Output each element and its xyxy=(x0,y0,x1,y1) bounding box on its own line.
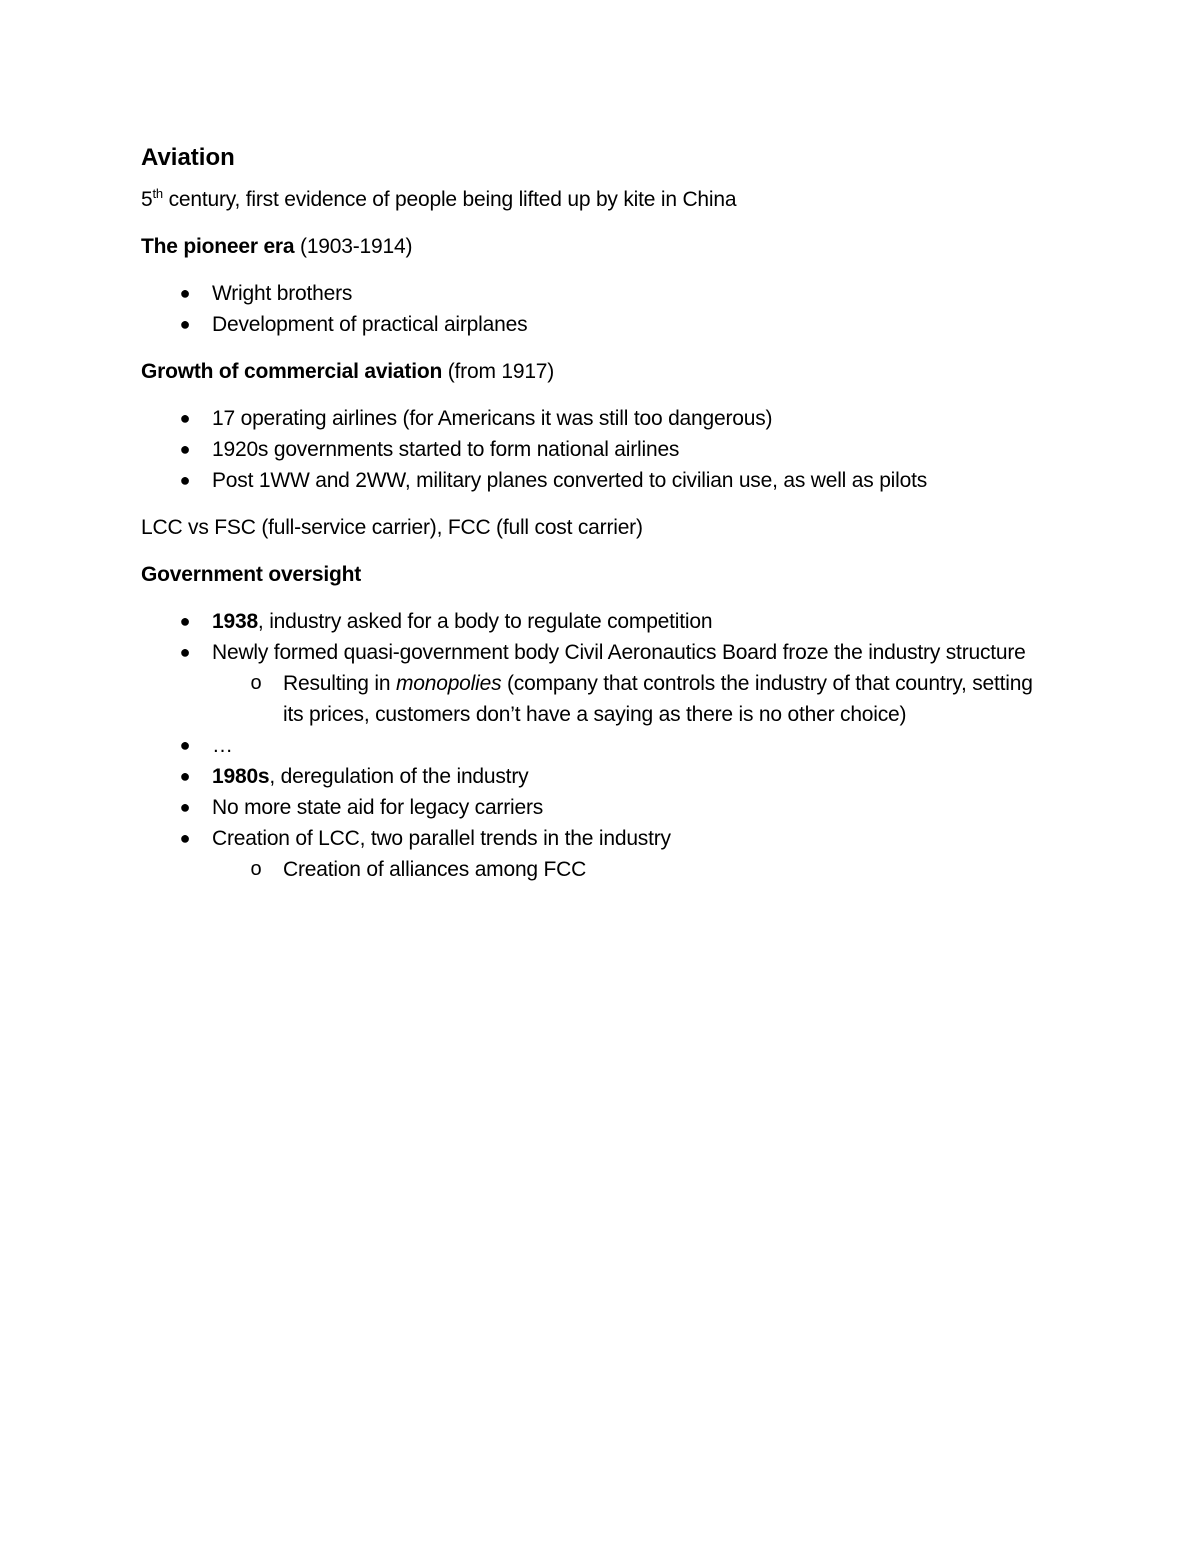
bullet-marker: ● xyxy=(179,766,191,786)
lcc-paragraph: LCC vs FSC (full-service carrier), FCC (full cost carrier) xyxy=(141,516,643,539)
sub-bullet-marker: o xyxy=(250,672,262,694)
list-item-text: Development of practical airplanes xyxy=(212,313,528,336)
government-heading: Government oversight xyxy=(141,563,362,586)
list-item-bold: 1980s xyxy=(212,765,270,788)
pioneer-heading-bold: The pioneer era xyxy=(141,235,295,258)
intro-text: century, first evidence of people being lifted up by kite in China xyxy=(162,188,737,211)
list-item xyxy=(141,606,1041,637)
government-list xyxy=(141,606,1041,885)
document-page xyxy=(141,140,1041,901)
list-item-text: … xyxy=(212,734,233,757)
sub-item-pre: Resulting in xyxy=(283,672,396,695)
pioneer-heading-rest: (1903-1914) xyxy=(294,235,413,258)
growth-heading-bold: Growth of commercial aviation xyxy=(141,360,443,383)
list-item xyxy=(141,434,1041,465)
bullet-marker: ● xyxy=(179,470,191,490)
sub-item-italic: monopolies xyxy=(395,672,502,695)
intro-paragraph xyxy=(141,184,1041,215)
list-item-text: 17 operating airlines (for Americans it was still too dangerous) xyxy=(212,407,773,430)
sub-item-post: (company that controls the industry of that country, setting its prices, customers don’t have a saying as there is no other choice) xyxy=(283,672,1033,726)
intro-superscript: th xyxy=(152,186,163,201)
growth-list xyxy=(141,403,1041,496)
document-title: Aviation xyxy=(141,144,235,171)
list-item-text: Wright brothers xyxy=(212,282,353,305)
sub-list xyxy=(212,668,1041,730)
list-item-text: Newly formed quasi-government body Civil Aeronautics Board froze the industry structure xyxy=(212,641,1026,664)
bullet-marker: ● xyxy=(179,735,191,755)
bullet-marker: ● xyxy=(179,611,191,631)
list-item xyxy=(141,465,1041,496)
list-item xyxy=(141,403,1041,434)
pioneer-list xyxy=(141,278,1041,340)
list-item xyxy=(141,823,1041,885)
sub-list xyxy=(212,854,1041,885)
list-item xyxy=(141,730,1041,761)
list-item xyxy=(141,278,1041,309)
list-item-text: No more state aid for legacy carriers xyxy=(212,796,544,819)
bullet-marker: ● xyxy=(179,797,191,817)
list-item xyxy=(141,637,1041,730)
intro-lead: 5 xyxy=(141,188,153,211)
bullet-marker: ● xyxy=(179,283,191,303)
bullet-marker: ● xyxy=(179,642,191,662)
growth-heading-rest: (from 1917) xyxy=(442,360,555,383)
list-item xyxy=(141,761,1041,792)
list-item-text: Post 1WW and 2WW, military planes converted to civilian use, as well as pilots xyxy=(212,469,928,492)
bullet-marker: ● xyxy=(179,314,191,334)
list-item xyxy=(141,309,1041,340)
bullet-marker: ● xyxy=(179,408,191,428)
bullet-marker: ● xyxy=(179,439,191,459)
pioneer-heading xyxy=(141,231,1041,262)
growth-heading xyxy=(141,356,1041,387)
list-item-text: , industry asked for a body to regulate competition xyxy=(257,610,713,633)
list-item-text: 1920s governments started to form national airlines xyxy=(212,438,680,461)
list-item xyxy=(141,792,1041,823)
sub-item-text: Creation of alliances among FCC xyxy=(283,858,587,881)
list-item-text: Creation of LCC, two parallel trends in the industry xyxy=(212,827,671,850)
sub-bullet-marker: o xyxy=(250,858,262,880)
bullet-marker: ● xyxy=(179,828,191,848)
sub-list-item xyxy=(212,854,1041,885)
sub-list-item xyxy=(212,668,1041,730)
list-item-text: , deregulation of the industry xyxy=(269,765,529,788)
list-item-bold: 1938 xyxy=(212,610,258,633)
